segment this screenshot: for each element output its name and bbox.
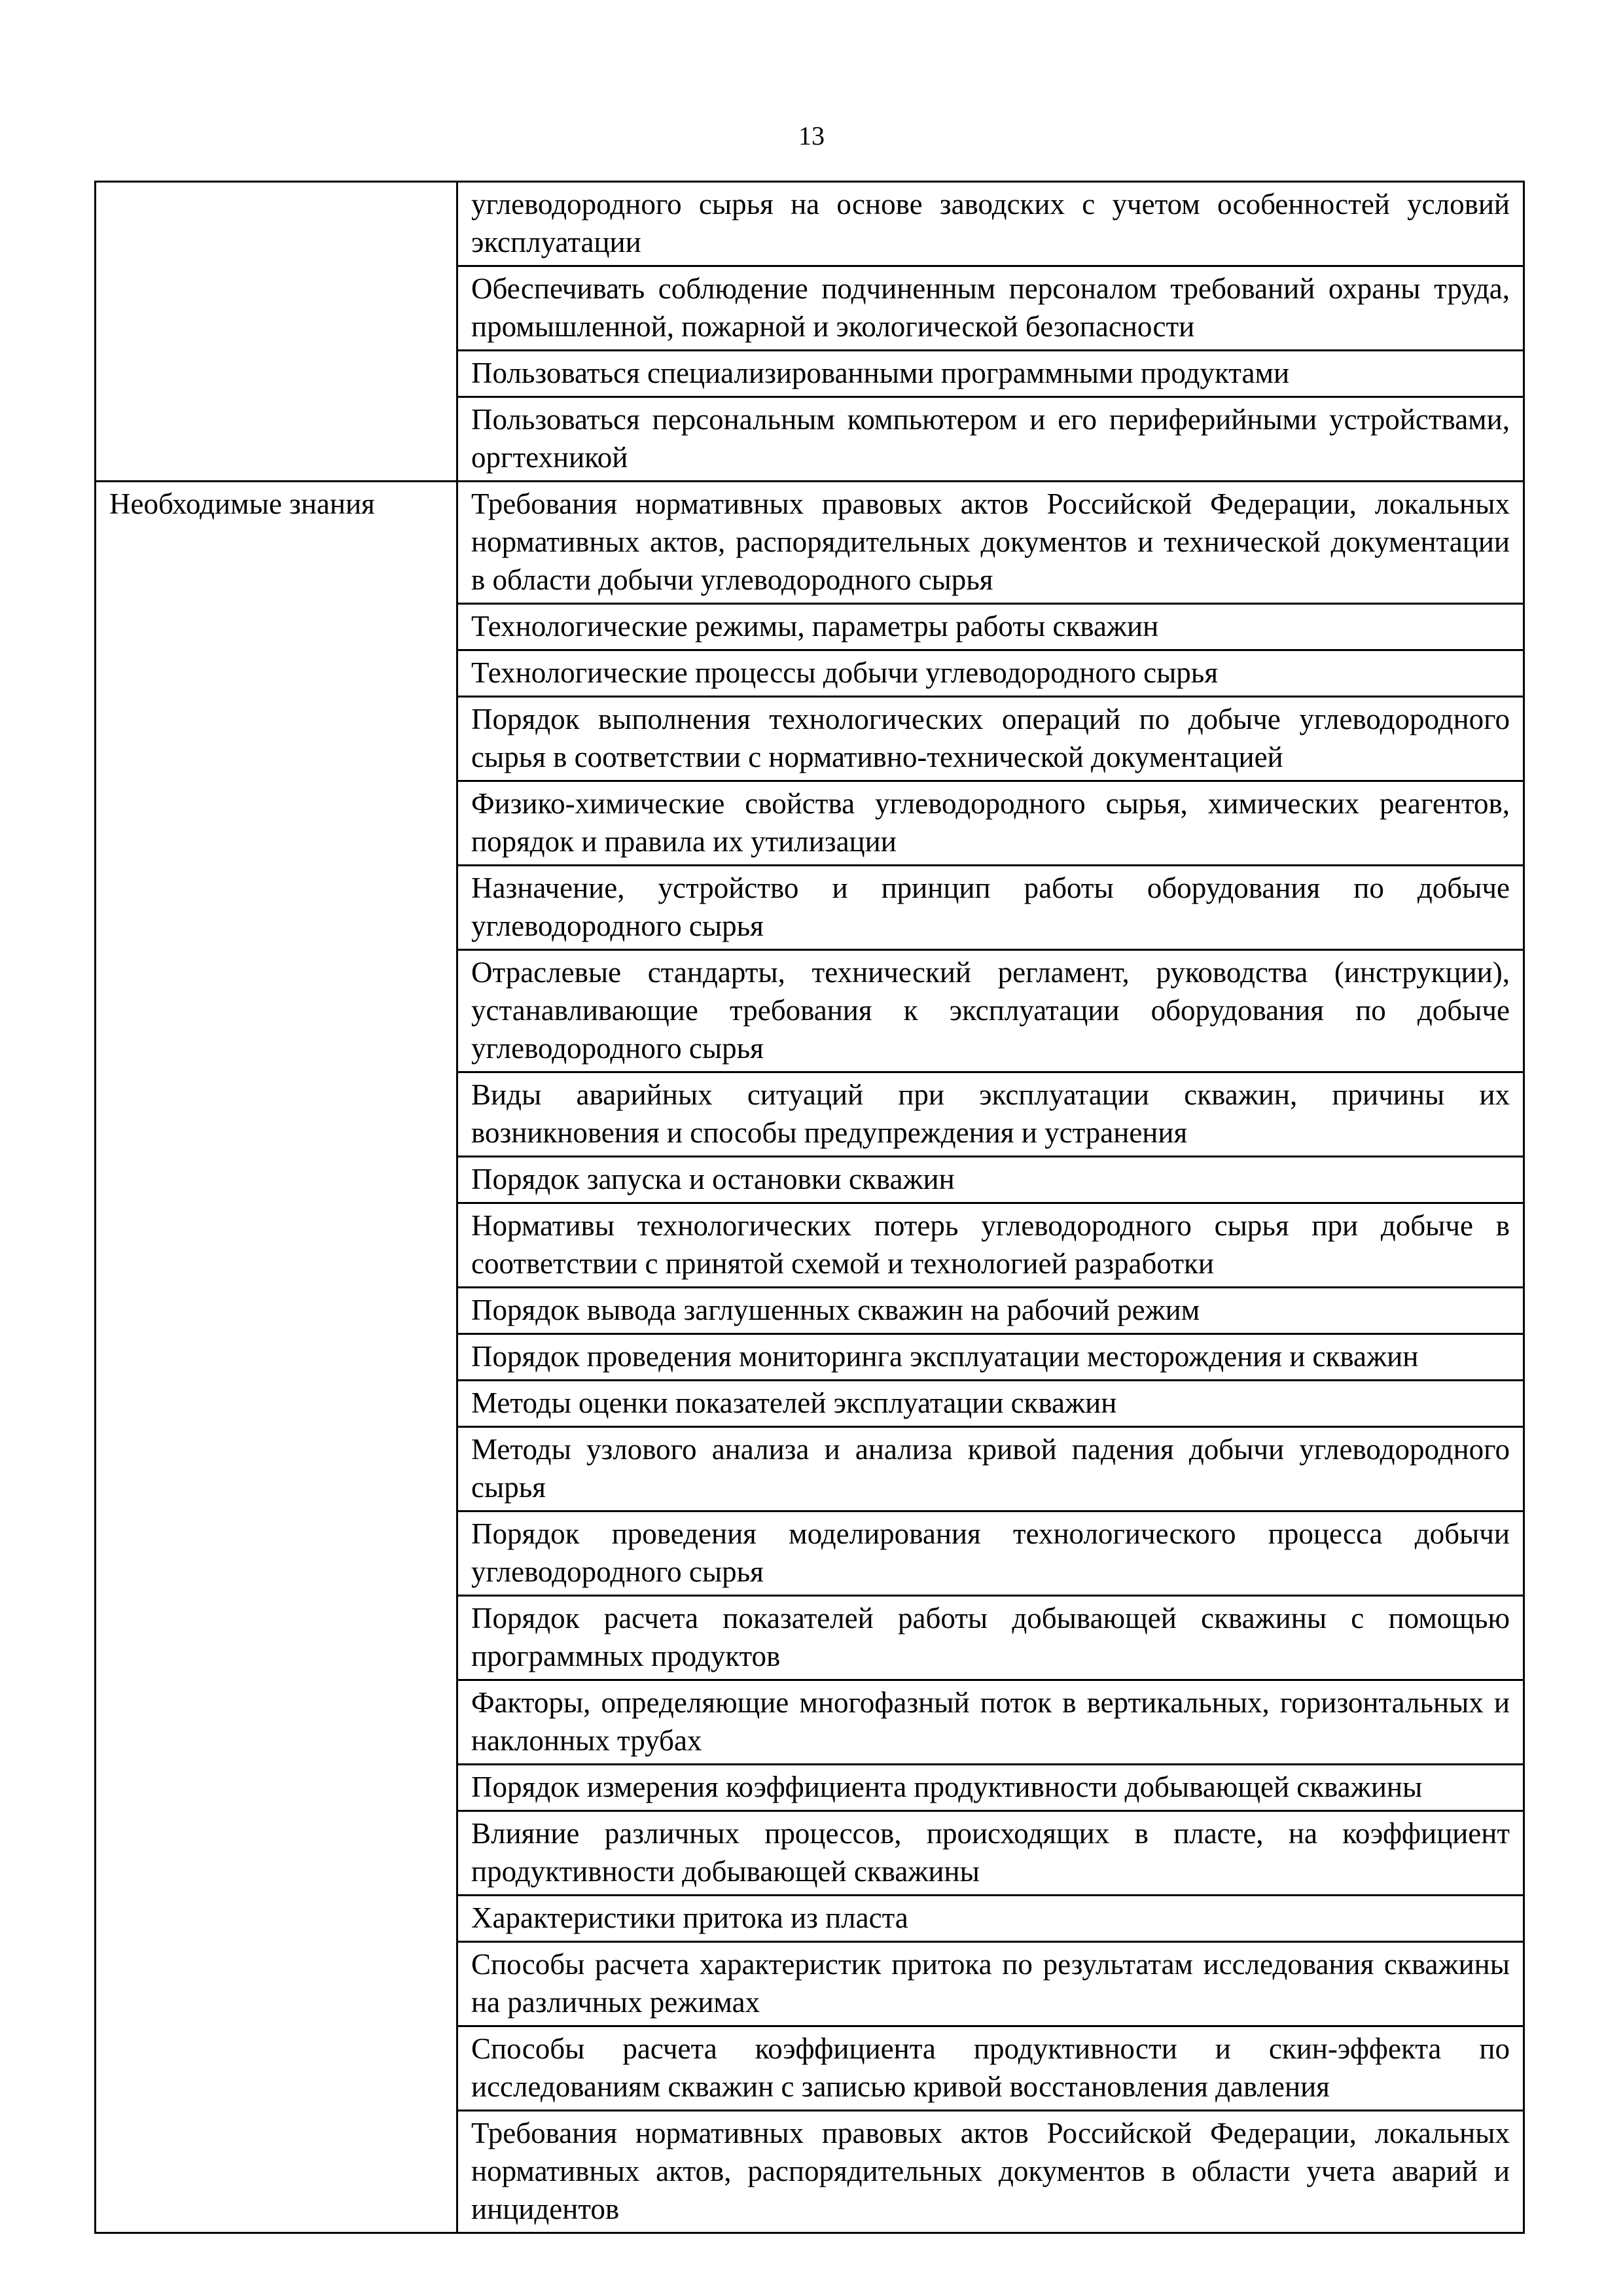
page-number: 13 [798,121,825,150]
requirement-item: Пользоваться специализированными программными продуктами [457,351,1524,397]
requirement-item: Физико-химические свойства углеводородного сырья, химических реагентов, порядок и правила их утилизации [457,781,1524,866]
requirement-item: Влияние различных процессов, происходящих в пласте, на коэффициент продуктивности добывающей скважины [457,1811,1524,1896]
group-label: Необходимые знания [96,482,457,2233]
requirement-item: Порядок запуска и остановки скважин [457,1157,1524,1203]
requirement-item: Технологические процессы добычи углеводородного сырья [457,650,1524,697]
requirement-item: Порядок вывода заглушенных скважин на рабочий режим [457,1288,1524,1334]
requirement-item: Способы расчета характеристик притока по результатам исследования скважины на различных режимах [457,1942,1524,2026]
requirement-item: Порядок измерения коэффициента продуктивности добывающей скважины [457,1765,1524,1811]
group-label [96,182,457,482]
requirement-item: Порядок проведения моделирования технологического процесса добычи углеводородного сырья [457,1511,1524,1596]
requirement-item: Нормативы технологических потерь углеводородного сырья при добыче в соответствии с принятой схемой и технологией разработки [457,1203,1524,1288]
requirement-item: Факторы, определяющие многофазный поток в вертикальных, горизонтальных и наклонных трубах [457,1680,1524,1765]
requirement-item: Технологические режимы, параметры работы скважин [457,604,1524,650]
requirement-item: углеводородного сырья на основе заводских с учетом особенностей условий эксплуатации [457,182,1524,266]
requirement-item: Характеристики притока из пласта [457,1896,1524,1942]
requirement-item: Обеспечивать соблюдение подчиненным персоналом требований охраны труда, промышленной, пожарной и экологической безопасности [457,266,1524,351]
requirement-item: Порядок проведения мониторинга эксплуатации месторождения и скважин [457,1334,1524,1381]
requirements-table-body [96,182,1524,2233]
table-row [96,182,1524,266]
requirement-item: Способы расчета коэффициента продуктивности и скин-эффекта по исследованиям скважин с записью кривой восстановления давления [457,2026,1524,2111]
requirement-item: Требования нормативных правовых актов Российской Федерации, локальных нормативных актов, распорядительных документов в области учета аварий и инцидентов [457,2111,1524,2233]
requirement-item: Методы узлового анализа и анализа кривой падения добычи углеводородного сырья [457,1427,1524,1511]
requirement-item: Порядок расчета показателей работы добывающей скважины с помощью программных продуктов [457,1596,1524,1680]
table-row [96,482,1524,604]
requirement-item: Требования нормативных правовых актов Российской Федерации, локальных нормативных актов, распорядительных документов и технической документации в области добычи углеводородного сырья [457,482,1524,604]
requirement-item: Отраслевые стандарты, технический регламент, руководства (инструкции), устанавливающие требования к эксплуатации оборудования по добыче углеводородного сырья [457,950,1524,1072]
requirement-item: Пользоваться персональным компьютером и его периферийными устройствами, оргтехникой [457,397,1524,482]
requirement-item: Назначение, устройство и принцип работы оборудования по добыче углеводородного сырья [457,866,1524,950]
requirement-item: Порядок выполнения технологических операций по добыче углеводородного сырья в соответствии с нормативно-технической документацией [457,697,1524,781]
requirements-table [94,181,1525,2234]
requirement-item: Виды аварийных ситуаций при эксплуатации скважин, причины их возникновения и способы предупреждения и устранения [457,1072,1524,1157]
requirement-item: Методы оценки показателей эксплуатации скважин [457,1381,1524,1427]
